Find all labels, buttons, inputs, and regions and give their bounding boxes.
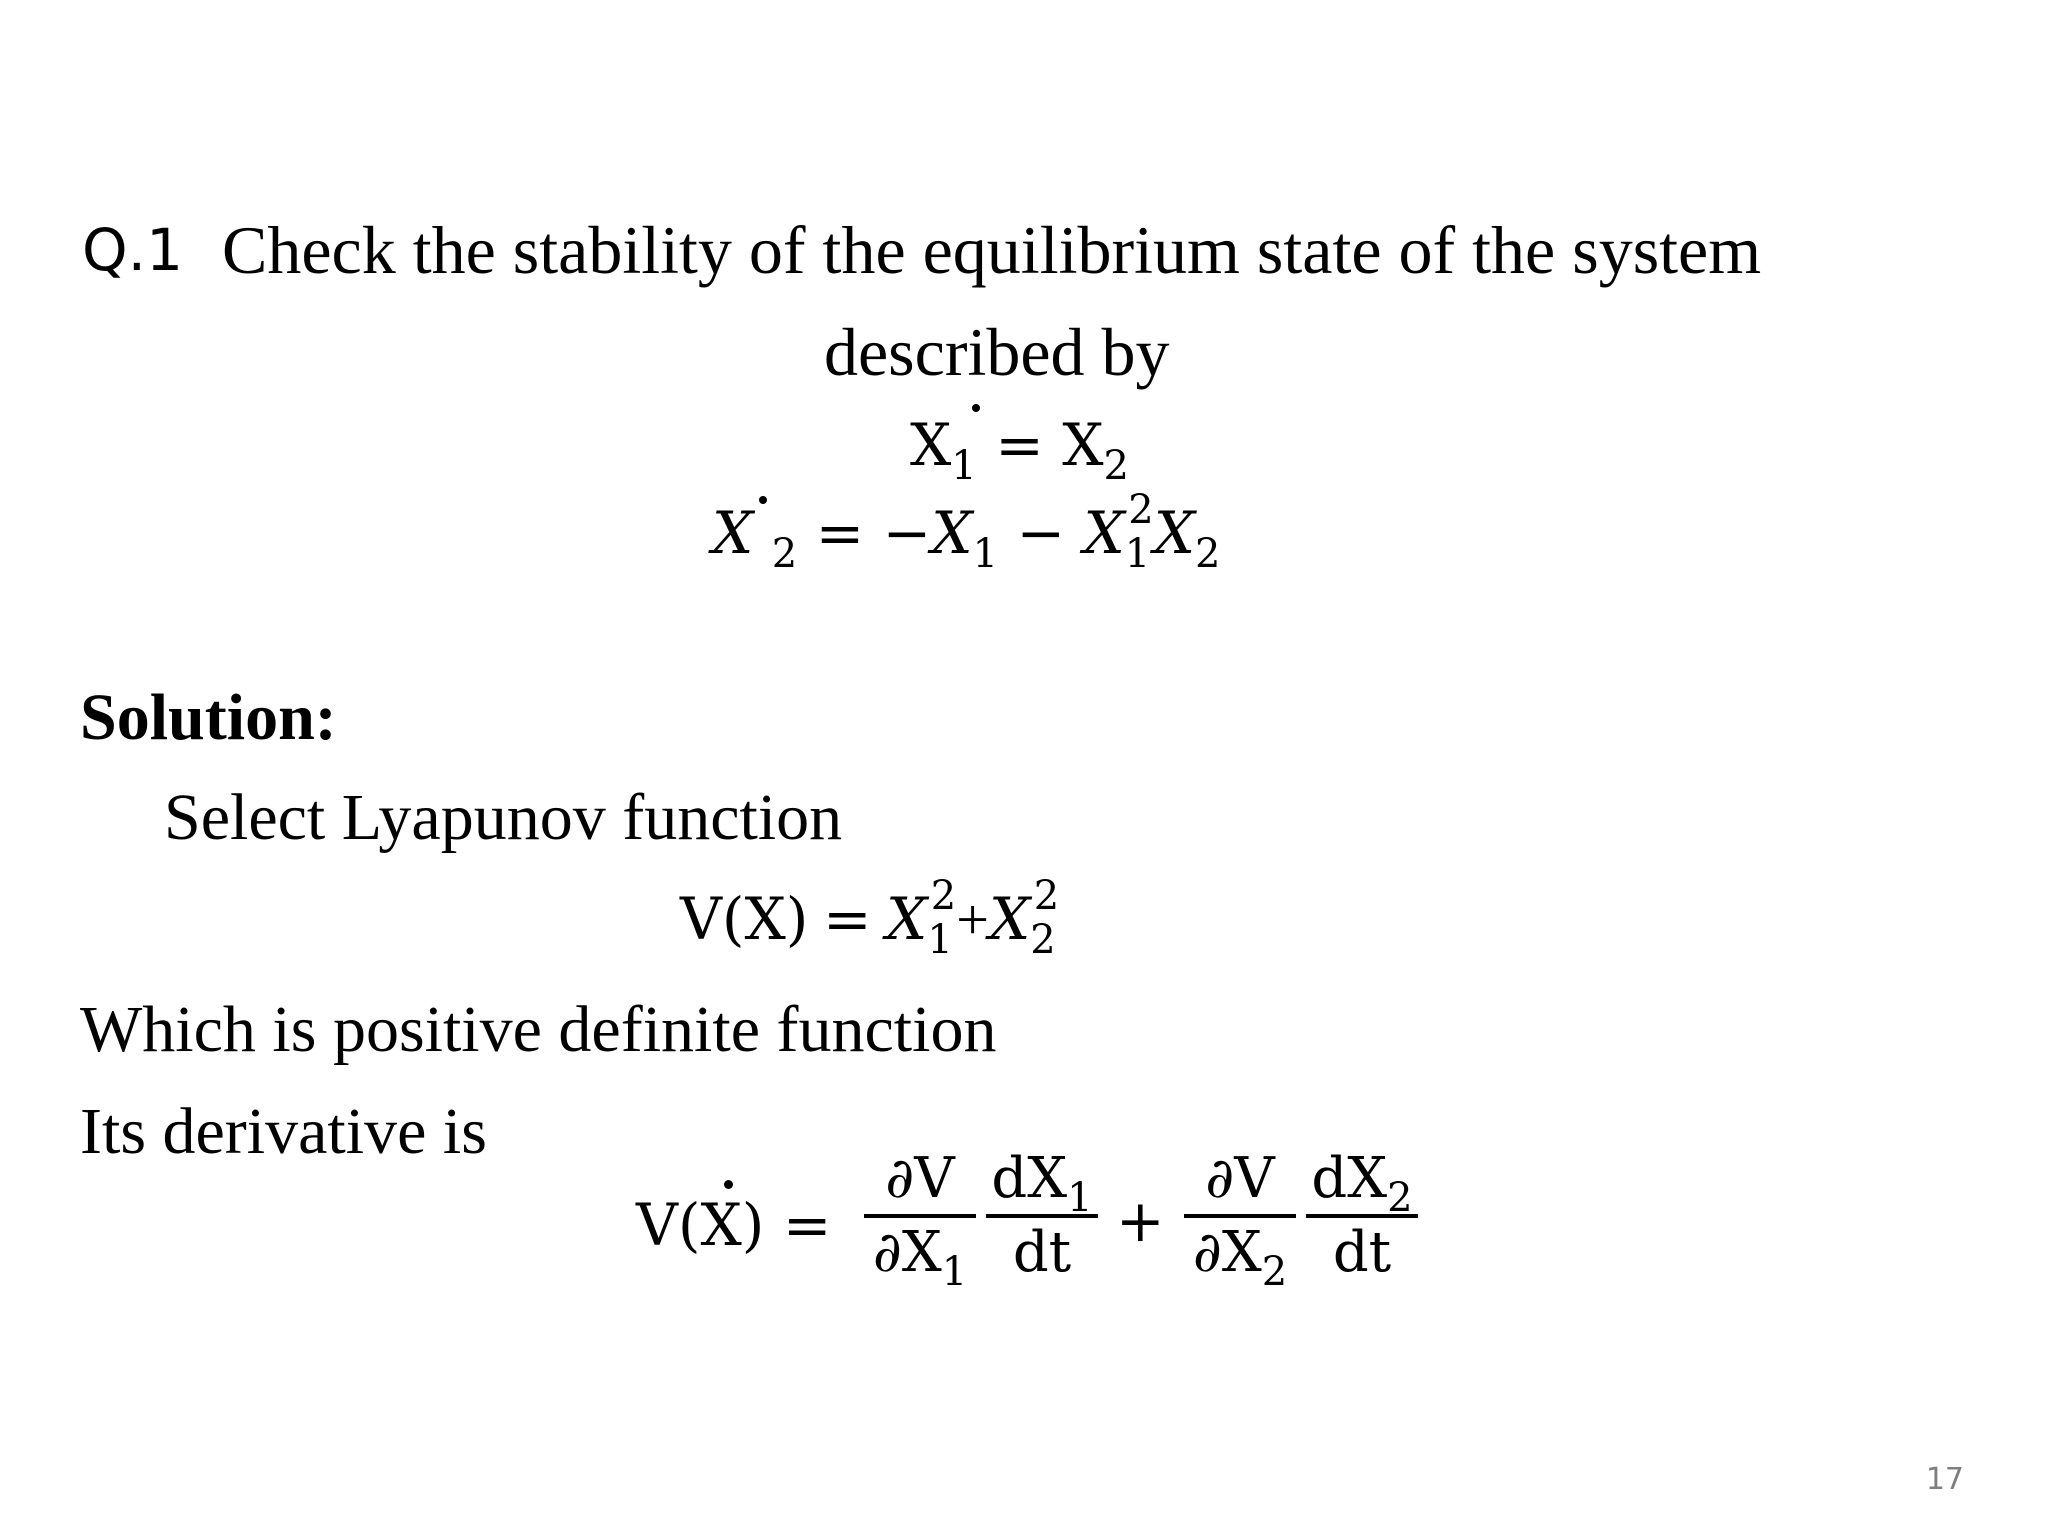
f3-num: ∂V bbox=[1205, 1146, 1275, 1211]
v-t2-sup: 2 bbox=[1033, 873, 1060, 919]
select-lyapunov-text: Select Lyapunov function bbox=[164, 781, 843, 854]
fraction-dx2-dt bbox=[1306, 1144, 1418, 1288]
eq2-op: = bbox=[815, 499, 865, 567]
eq2-lhs-sub: 2 bbox=[771, 531, 798, 577]
question-text-line1: Check the stability of the equilibrium state of the system bbox=[222, 212, 1762, 288]
positive-definite-text: Which is positive definite function bbox=[80, 993, 997, 1066]
eq2-lhs: X bbox=[712, 499, 754, 567]
v-plus: + bbox=[956, 887, 989, 952]
eq2-t1: −X bbox=[882, 499, 973, 567]
derivative-dot bbox=[759, 496, 767, 504]
v-t1-sup: 2 bbox=[930, 873, 957, 919]
eq1-op: = bbox=[995, 411, 1044, 479]
solution-heading: Solution: bbox=[80, 681, 337, 754]
page-number: 17 bbox=[1925, 1462, 1964, 1497]
eq2-t2: X bbox=[1083, 499, 1125, 567]
question-text-line2: described by bbox=[824, 314, 1170, 390]
derivative-intro-text: Its derivative is bbox=[80, 1095, 487, 1168]
fraction-dv-dx2 bbox=[1184, 1144, 1296, 1295]
state-equation-2 bbox=[712, 487, 1221, 577]
f1-den: $\partial X_1$ bbox=[872, 1220, 968, 1295]
eq1-lhs: X bbox=[910, 411, 952, 479]
v-t2: X bbox=[988, 885, 1031, 953]
v-t1: X bbox=[886, 885, 928, 953]
eq2-t2-sub: 1 bbox=[1124, 531, 1151, 577]
state-equation-1 bbox=[910, 410, 1129, 489]
fraction-dx1-dt bbox=[986, 1144, 1098, 1288]
lyapunov-function bbox=[680, 873, 1060, 963]
eq2-t2-sup: 2 bbox=[1128, 487, 1154, 533]
v-eq: = bbox=[822, 885, 872, 953]
f1-num: ∂V bbox=[885, 1146, 955, 1211]
eq2-t3: X bbox=[1153, 499, 1195, 567]
fraction-dv-dx1 bbox=[864, 1144, 976, 1295]
eq1-rhs-sub: 2 bbox=[1103, 443, 1129, 489]
v-t1-sub: 1 bbox=[927, 917, 953, 963]
deriv-plus: + bbox=[1116, 1187, 1165, 1255]
derivative-dot bbox=[724, 1180, 733, 1189]
eq2-t1-sub: 1 bbox=[972, 531, 999, 577]
deriv-lhs: V(X) = bbox=[636, 1191, 832, 1259]
derivative-expression bbox=[636, 1140, 1436, 1320]
v-t2-sub: 2 bbox=[1030, 917, 1056, 963]
eq1-rhs: X bbox=[1062, 411, 1104, 479]
v-lhs: V(X) bbox=[680, 885, 809, 953]
derivative-dot bbox=[972, 404, 980, 412]
f2-num: $dX_1$ bbox=[991, 1146, 1093, 1221]
question-label: Q.1 bbox=[82, 216, 183, 284]
eq2-minus: − bbox=[1016, 499, 1066, 567]
f3-den: $\partial X_2$ bbox=[1192, 1220, 1288, 1295]
f2-den: dt bbox=[1012, 1220, 1072, 1285]
f4-den: dt bbox=[1332, 1220, 1392, 1285]
eq2-t3-sub: 2 bbox=[1195, 531, 1221, 577]
eq1-lhs-sub: 1 bbox=[951, 443, 977, 489]
f4-num: $dX_2$ bbox=[1311, 1146, 1413, 1221]
